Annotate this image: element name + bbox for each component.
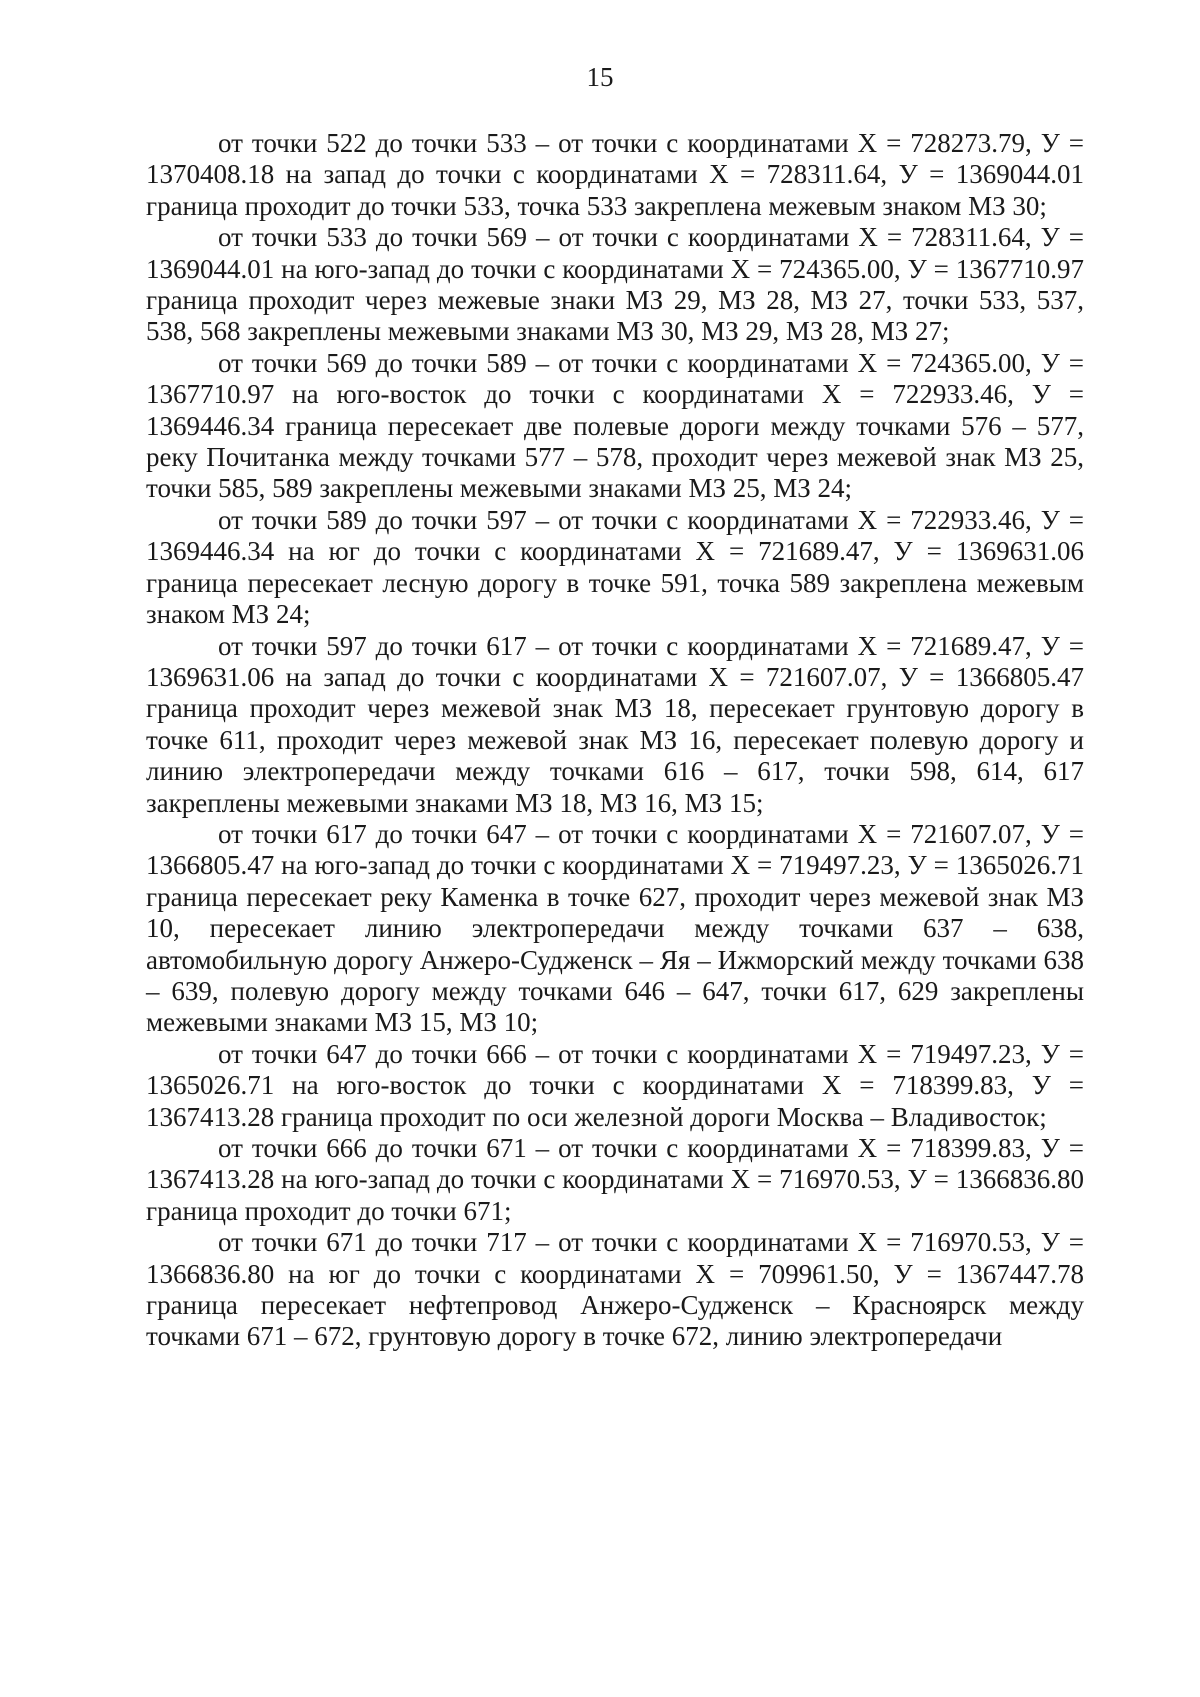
paragraph-522-533: от точки 522 до точки 533 – от точки с координатами Х = 728273.79, У = 1370408.18 на запад до точки с координатами Х = 728311.64, У = 1369044.01 граница проходит до точки 533, точка 533 закреплена межевым знаком МЗ 30; xyxy=(146,128,1084,221)
paragraph-666-671: от точки 666 до точки 671 – от точки с координатами Х = 718399.83, У = 1367413.28 на юго-запад до точки с координатами Х = 716970.53, У = 1366836.80 граница проходит до точки 671; xyxy=(146,1133,1084,1226)
paragraph-597-617: от точки 597 до точки 617 – от точки с координатами Х = 721689.47, У = 1369631.06 на запад до точки с координатами Х = 721607.07, У = 1366805.47 граница проходит через межевой знак МЗ 18, пересекает грунтовую дорогу в точке 611, проходит через межевой знак МЗ 16, пересекает полевую дорогу и линию электропередачи между точками 616 – 617, точки 598, 614, 617 закреплены межевыми знаками МЗ 18, МЗ 16, МЗ 15; xyxy=(146,630,1084,818)
paragraph-617-647: от точки 617 до точки 647 – от точки с координатами Х = 721607.07, У = 1366805.47 на юго-запад до точки с координатами Х = 719497.23, У = 1365026.71 граница пересекает реку Каменка в точке 627, проходит через межевой знак МЗ 10, пересекает линию электропередачи между точками 637 – 638, автомобильную дорогу Анжеро-Судженск – Яя – Ижморский между точками 638 – 639, полевую дорогу между точками 646 – 647, точки 617, 629 закреплены межевыми знаками МЗ 15, МЗ 10; xyxy=(146,818,1084,1038)
document-body xyxy=(146,128,1084,1353)
page-number: 15 xyxy=(586,62,614,92)
paragraph-589-597: от точки 589 до точки 597 – от точки с координатами Х = 722933.46, У = 1369446.34 на юг до точки с координатами Х = 721689.47, У = 1369631.06 граница пересекает лесную дорогу в точке 591, точка 589 закреплена межевым знаком МЗ 24; xyxy=(146,504,1084,630)
paragraph-647-666: от точки 647 до точки 666 – от точки с координатами Х = 719497.23, У = 1365026.71 на юго-восток до точки с координатами Х = 718399.83, У = 1367413.28 граница проходит по оси железной дороги Москва – Владивосток; xyxy=(146,1038,1084,1132)
paragraph-569-589: от точки 569 до точки 589 – от точки с координатами Х = 724365.00, У = 1367710.97 на юго-восток до точки с координатами Х = 722933.46, У = 1369446.34 граница пересекает две полевые дороги между точками 576 – 577, реку Почитанка между точками 577 – 578, проходит через межевой знак МЗ 25, точки 585, 589 закреплены межевыми знаками МЗ 25, МЗ 24; xyxy=(146,347,1084,504)
paragraph-671-717: от точки 671 до точки 717 – от точки с координатами Х = 716970.53, У = 1366836.80 на юг до точки с координатами Х = 709961.50, У = 1367447.78 граница пересекает нефтепровод Анжеро-Судженск – Красноярск между точками 671 – 672, грунтовую дорогу в точке 672, линию электропередачи xyxy=(146,1227,1084,1352)
paragraph-533-569: от точки 533 до точки 569 – от точки с координатами Х = 728311.64, У = 1369044.01 на юго-запад до точки с координатами Х = 724365.00, У = 1367710.97 граница проходит через межевые знаки МЗ 29, МЗ 28, МЗ 27, точки 533, 537, 538, 568 закреплены межевыми знаками МЗ 30, МЗ 29, МЗ 28, МЗ 27; xyxy=(146,222,1084,347)
